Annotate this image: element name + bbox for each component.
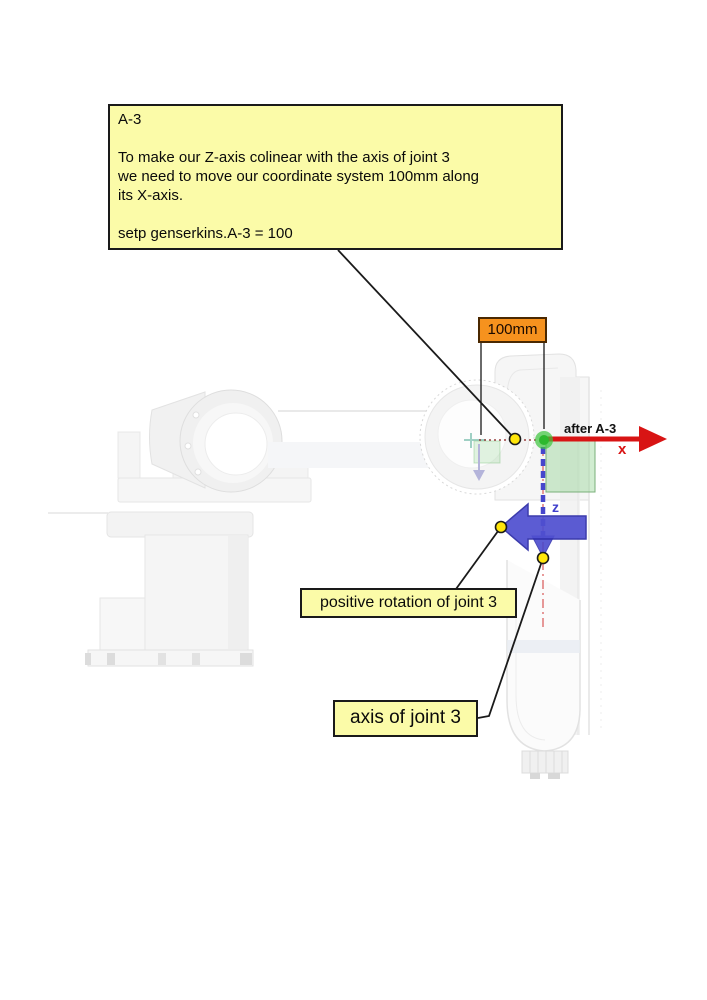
joint-axis-anchor-dot <box>538 553 549 564</box>
after-a3-label: after A-3 <box>564 421 617 436</box>
joint-axis-callout: axis of joint 3 <box>333 700 478 737</box>
z-axis-label: z <box>552 499 559 515</box>
note-command: setp genserkins.A-3 = 100 <box>118 225 293 242</box>
note-title: A-3 <box>118 111 142 128</box>
note-body-line: we need to move our coordinate system 100mm along <box>118 168 480 185</box>
note-box <box>108 104 563 250</box>
dimension-label: 100mm <box>478 317 547 343</box>
x-axis-label: x <box>618 441 627 458</box>
translation-plane <box>546 441 595 492</box>
note-leader-line <box>338 250 513 437</box>
robot-shoulder-joint <box>150 390 283 492</box>
rotation-leader-line <box>456 527 501 589</box>
new-origin-dot <box>535 431 553 449</box>
note-body-line: To make our Z-axis colinear with the axis of joint 3 <box>118 149 450 166</box>
note-body-line: its X-axis. <box>118 187 184 204</box>
x-axis-arrowhead-icon <box>639 426 667 452</box>
positive-rotation-callout: positive rotation of joint 3 <box>300 588 517 618</box>
old-origin-anchor-dot <box>510 434 521 445</box>
rotation-anchor-dot <box>496 522 507 533</box>
